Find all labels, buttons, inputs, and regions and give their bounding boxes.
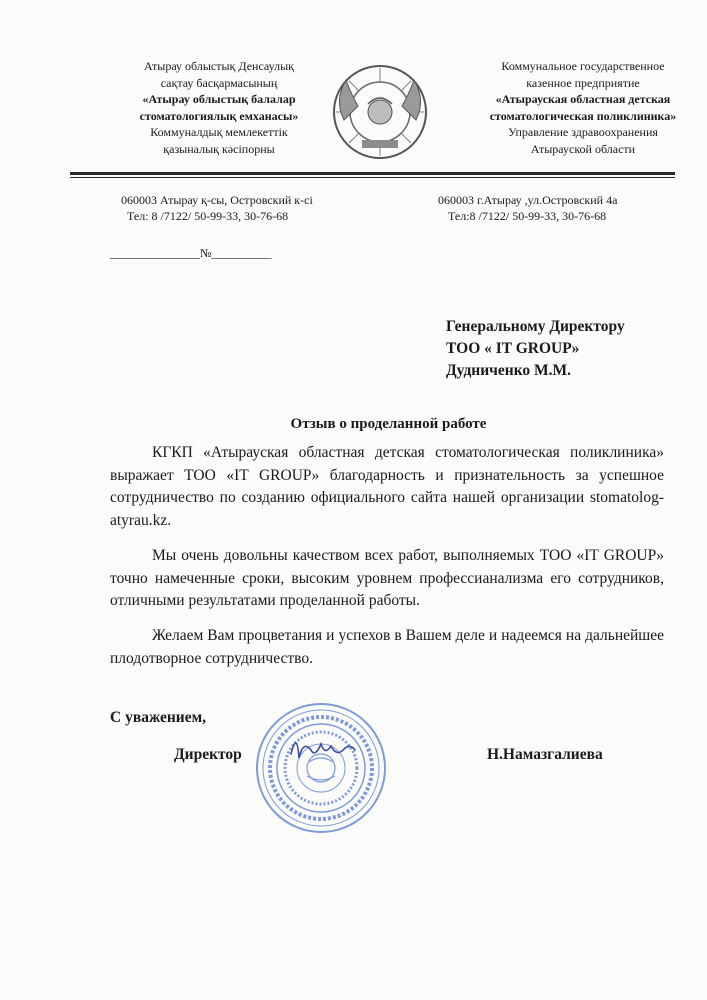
header-right-line5: Управление здравоохранения [508, 125, 658, 139]
header-right-russian [468, 58, 698, 157]
header-right-line3: «Атырауская областная детская [495, 92, 671, 106]
letter-title: Отзыв о проделанной работе [290, 416, 487, 432]
body-paragraph-1 [110, 442, 664, 532]
signer-position: Директор [174, 746, 242, 763]
address-right [438, 192, 617, 224]
header-left-line3: «Атырау облыстық балалар [142, 92, 296, 106]
body-paragraph-2 [110, 545, 664, 613]
header-divider-thin [70, 177, 675, 178]
address-left-line2: Тел: 8 /7122/ 50-99-33, 30-76-68 [127, 209, 289, 223]
header-right-line4: стоматологическая поликлиника» [489, 108, 677, 123]
header-left-line5: Коммуналдық мемлекеттік [150, 125, 288, 139]
recipient-line3: Дудниченко М.М. [446, 362, 572, 379]
header-left-line2: сақтау басқармасының [160, 75, 278, 90]
body-paragraph-1-text: КГКП «Атырауская областная детская стоматологическая поликлиника» выражает ТОО «IT GROUP» благодарность и признательность за успешное сотрудничество по созданию официального сайта нашей организации stomatolog-atyrau.kz. [110, 444, 664, 529]
body-paragraph-3-text: Желаем Вам процветания и успехов в Вашем деле и надеемся на дальнейшее плодотворное сотрудничество. [110, 627, 664, 667]
header-left-kazakh [104, 58, 334, 157]
header-left-line1: Атырау облыстық Денсаулық [143, 59, 295, 73]
address-right-line2: Тел:8 /7122/ 50-99-33, 30-76-68 [448, 209, 607, 223]
signer-name: Н.Намазгалиева [487, 746, 603, 763]
address-left [121, 192, 313, 224]
header-left-line4: стоматологиялық емханасы» [139, 108, 299, 123]
header-divider-thick [70, 172, 675, 175]
closing-phrase: С уважением, [110, 709, 207, 726]
state-emblem-icon [328, 60, 432, 164]
address-left-line1: 060003 Атырау қ-сы, Островский к-сі [121, 193, 313, 207]
header-right-line6: Атырауской области [530, 141, 636, 156]
recipient-line1: Генеральному Директору [446, 318, 625, 335]
recipient-line2: ТОО « IT GROUP» [446, 340, 580, 357]
body-paragraph-3 [110, 625, 664, 670]
header-right-line2: казенное предприятие [526, 75, 640, 90]
registration-number-line: _______________№__________ [110, 246, 272, 260]
body-paragraph-2-text: Мы очень довольны качеством всех работ, выполняемых ТОО «IT GROUP» точно намеченные сроки, высоким уровнем профессианализма его сотрудников, отличными результатами проделанной работы. [110, 547, 664, 609]
address-right-line1: 060003 г.Атырау ,ул.Островский 4а [438, 193, 618, 207]
recipient-block [446, 316, 625, 382]
header-left-line6: қазыналық кәсіпорны [163, 141, 275, 156]
round-seal-stamp-icon [253, 700, 389, 836]
header-right-line1: Коммунальное государственное [501, 59, 665, 73]
